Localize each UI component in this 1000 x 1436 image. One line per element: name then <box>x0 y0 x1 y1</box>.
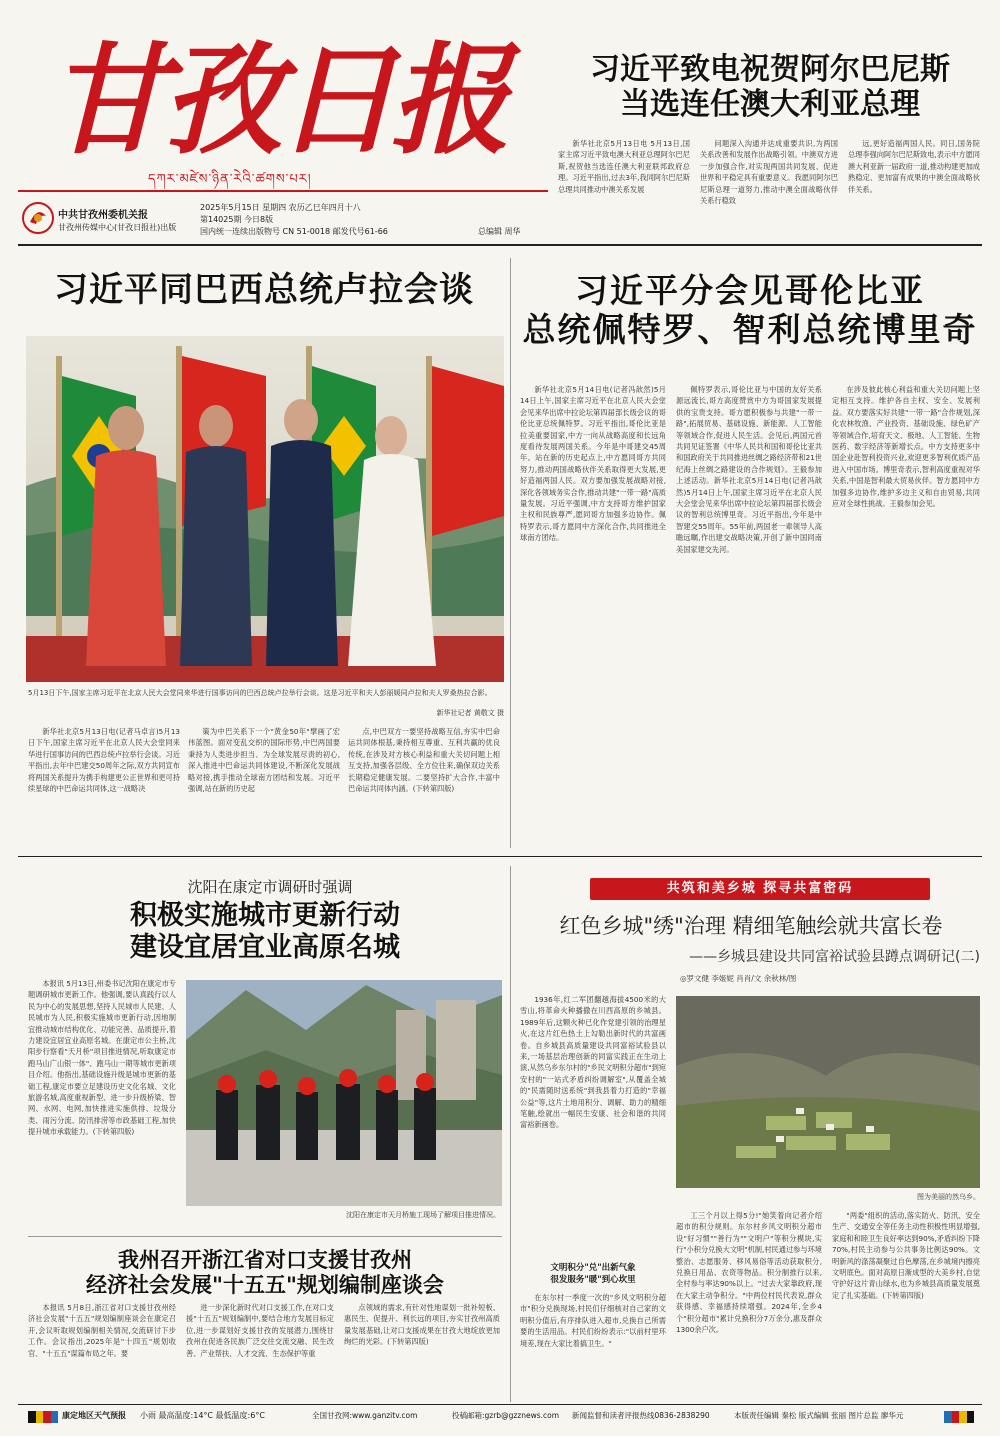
footer-rule <box>18 1404 982 1405</box>
brazil-col1: 新华社北京5月13日电(记者马卓言)5月13日下午,国家主席习近平在北京人民大会堂同来华进行国事访问的巴西总统卢拉举行会谈。习近平指出,去年中巴建交50周年之际,双方共同宣布将两国关系提升为携手构建更公正世界和更可持续星球的中巴命运共同体,这一战略决 <box>28 727 180 794</box>
colombia-headline <box>516 272 984 350</box>
kangding-divider <box>28 1236 502 1237</box>
xiangcheng-subhead2 <box>520 1262 666 1286</box>
kangding-col1: 本报讯 5月13日,州委书记沈阳在康定市专题调研城市更新工作。他强调,要认真践行以人民为中心的发展思想,坚持人民城市人民建、人民城市为人民,积极实施城市更新行动,因地制宜推动城市结构优化、功能完善、品质提升,着力建设宜居宜业高原名城。在康定市公主桥,沈阳步行察看"天月桥"项目推进情况,听取康定市跑马山广山银一体"、跑马山一期等城市更新项目介绍。他指出,基础设施升级是城市更新的基础工程,康定市要立足建设历史文化名城、文化旅游名城,高度重视新型、进一步升级桥梁、智网、水网、电网,加快推进实施供排、垃圾分类、雨污分流、防汛排涝等市政基础工程,加快提升城市承载能力。(下转第四版) <box>28 979 176 1137</box>
brazil-photo-caption: 5月13日下午,国家主席习近平在北京人民大会堂同来华进行国事访问的巴西总统卢拉举行会谈。这是习近平和夫人彭丽媛同卢拉和夫人罗桑热拉合影。 <box>28 689 492 697</box>
xiangcheng-col3: "两委"组织的活动,落实防火、防汛、安全生产、交通安全等任务主动性积极性明显增强,家庭和和睦卫生良好率达到90%,矛盾纠纷下降70%,村民主动参与公共事务比例达90%。文明新风的涤荡凝聚过自色摩荡,在乡城境内擦亮文明底色。面对高原日渐成型的大美乡村,自觉守护好这片青山绿水,也为乡城县高质量发展奠定了扎实基础。(下转第四版) <box>832 1211 980 1300</box>
footer-colorbar <box>28 1411 58 1423</box>
xiangcheng-banner-text: 共筑和美乡城 探寻共富密码 <box>666 881 854 896</box>
zhejiang-col3: 点领域的需求,有针对性地谋划一批补短板、惠民生、促提升、利长远的项目,夯实甘孜州高质量发展基础,让对口支援成果在甘孜大地绽放更加绚烂的光彩。(下转第四版) <box>344 1303 500 1347</box>
brazil-col3: 点,中巴双方一要坚持战略互信,夯实中巴命运共同体根基,秉持相互尊重、互利共赢的优良传统,在涉及对方核心利益和重大关切问题上相互支持,加强各层级、全方位往来,确保双边关系长期稳定健康发展。二要坚持扩大合作,丰富中巴命运共同体内涵。(下转第四版) <box>348 727 500 794</box>
kangding-photo-caption: 沈阳在康定市天月桥施工现场了解项目推进情况。 <box>346 1211 500 1219</box>
footer-hotline: 新闻监督和读者评报热线0836-2838290 <box>572 1411 710 1420</box>
issue-codes: 国内统一连续出版物号 CN 51-0018 邮发代号61-66 <box>200 227 388 236</box>
xiangcheng-byline: ◎罗文健 李姬妮 肖肖/文 余秋林/图 <box>680 974 797 983</box>
xiangcheng-col2: 工三个月以上得5分!"她笑着向记者介绍超市的积分规则。东尔村乡风文明积分超市设"好习惯""善行为""文明户"等积分模块,实行"小积分兑换大文明"机制,村民通过参与环境整治、志愿服务、移风易俗等活动获取积分,兑换日用品、农资等物品。积分制推行以来,全村参与率达90%以上。"过去大家靠政府,现在大家主动争积分。"中两位村民代表说,群众获得感、幸福感持续增强。2024年,全乡4个"积分超市"累计兑换积分7万余分,惠及群众1300余户次。 <box>676 1211 822 1335</box>
colombia-headline-line2: 总统佩特罗、智利总统博里奇 <box>522 309 978 349</box>
zhejiang-col2: 进一步深化新时代对口支援工作,在对口支援"十五五"规划编制中,要结合地方发展目标定位,进一步谋划好支援甘孜的发展潜力,围绕甘孜州在促进各民族广泛交往交流交融、民生改善、产业帮扶、人才交流、生态保护等重 <box>186 1303 334 1358</box>
masthead-tibetan: དཀར་མཛེས་ཉིན་རེའི་ཚགས་པར། <box>148 172 312 187</box>
center-divider <box>510 258 511 848</box>
colombia-col3: 在涉及彼此核心利益和重大关切问题上坚定相互支持。维护各自主权、安全、发展利益。双方要落实好共建"一带一路"合作规划,深化农林牧渔、产业投资、基础设施、绿色矿产等领域合作,培育天文、极地、人工智能、生物医药、数字经济等新增长点。中方支持更多中国企业赴智利投资兴业,欢迎更多智利优质产品进入中国市场。博里奇表示,智利高度重视对华关系,中国是智利最大贸易伙伴。智方愿同中方加强多边协作,维护多边主义和自由贸易,共同应对全球性挑战。王毅参加会见。 <box>832 385 980 509</box>
lead-top-col1: 新华社北京5月13日电 5月13日,国家主席习近平致电澳大利亚总理阿尔巴尼斯,祝贺他当选连任澳大利亚联邦政府总理。习近平指出,过去3年,我同阿尔巴尼斯总理共同推动中澳关系发展 <box>558 139 690 194</box>
kangding-headline-line1: 积极实施城市更新行动 <box>130 900 400 931</box>
colombia-col1: 新华社北京5月14日电(记者冯歆然)5月14日上午,国家主席习近平在北京人民大会堂会见来华出席中拉论坛第四届部长级会议的哥伦比亚总统佩特罗。习近平指出,哥伦比亚是拉美重要国家,中方一向从战略高度和长远角度看待发展两国关系。今年是中哥建交45周年。站在新的历史起点上,中方愿同哥方共同努力,推动两国战略伙伴关系取得更大发展,更好造福两国人民。双方要加强发展战略对接,深化各领域务实合作,推动共建"一带一路"高质量发展。习近平强调,中方支持哥方维护国家主权和民族尊严,愿同哥方加强多边协作。佩特罗表示,哥方愿同中方深化合作,共同推进全球南方团结。 <box>520 385 666 543</box>
kangding-headline-line2: 建设宜居宜业高原名城 <box>130 931 400 963</box>
brazil-photo <box>26 336 504 682</box>
top-divider <box>18 244 982 246</box>
zhejiang-headline <box>30 1248 500 1298</box>
colombia-headline-line1: 习近平分会见哥伦比亚 <box>575 271 925 310</box>
org-line2: 甘孜州传媒中心(甘孜日报社)出版 <box>58 223 177 232</box>
xiangcheng-col1b: 在东尔村一季度一次的"乡风文明积分超市"积分兑换现场,村民们仔细核对自己家的文明积分值后,有序排队进入超市,兑换自己所需要的生活用品。村民们纷纷表示:"以前村里环境差,现在大家比着搞卫生。" <box>520 1293 666 1348</box>
masthead-rule <box>18 190 548 192</box>
org-line1: 中共甘孜州委机关报 <box>58 210 148 221</box>
mid-divider <box>18 856 982 857</box>
xiangcheng-photo-caption: 图为美丽的然乌乡。 <box>917 1193 980 1201</box>
lower-center-divider <box>510 866 511 1402</box>
lead-top-col2: 问题深入沟通并达成重要共识,为两国关系改善和发展作出战略引领。中澳双方进一步加强合作,对实现两国共同发展、促进世界和平稳定具有重要意义。我愿同阿尔巴尼斯总理一道努力,推动中澳全面战略伙伴关系行稳致 <box>700 139 838 206</box>
footer-colorbar-right <box>944 1411 974 1423</box>
brazil-photo-credit: 新华社记者 黄敬文 摄 <box>436 709 504 717</box>
brazil-col2: 策为中巴关系下一个"黄金50年"擘画了宏伟蓝图。面对变乱交织的国际形势,中巴两国要秉持为人类进步担当、为全球发展尽责的初心,深入推进中巴命运共同体建设,不断深化发展战略对接,携手推动全球南方团结和发展。习近平强调,站在新的历史起 <box>188 727 340 794</box>
zhejiang-headline-line2: 经济社会发展"十五五"规划编制座谈会 <box>86 1272 444 1297</box>
issue-number: 第14025期 今日8版 <box>200 215 274 224</box>
xiangcheng-subhead2-line1: 文明积分"兑"出新气象 <box>550 1263 636 1273</box>
footer-staff: 本版责任编辑 秦松 版式编辑 张丽 图片总监 廖华元 <box>734 1411 904 1420</box>
zhejiang-col1: 本报讯 5月8日,浙江省对口支援甘孜州经济社会发展"十五五"规划编制座谈会在康定召开,会议听取规划编制相关情况,交流研讨下步工作。会议指出,2025年是"十四五"规划收官、"十五五"谋篇布局之年。要 <box>28 1303 176 1358</box>
issue-date: 2025年5月15日 星期四 农历乙巳年四月十八 <box>200 203 361 212</box>
kangding-photo <box>186 980 502 1206</box>
footer-weather-label: 康定地区天气预报 <box>62 1411 126 1420</box>
footer-website: 全国甘孜网:www.ganzitv.com <box>312 1411 418 1420</box>
footer-email: 投稿邮箱:gzrb@gzznews.com <box>452 1411 560 1420</box>
footer-weather-info: 小雨 最高温度:14°C 最低温度:6°C <box>140 1411 265 1420</box>
xiangcheng-photo <box>676 996 980 1188</box>
xiangcheng-subhead2-line2: 很发服务"暖"到心坎里 <box>550 1275 636 1285</box>
xiangcheng-col1: 1936年,红二军团翻越海拔4500米的大雪山,将革命火种播撒在川西高原的乡城县。1989年后,这颗火种已化作党建引领的治理星火,在这片红色热土上勾勒出新时代的共富画卷。自乡城县高质量建设共同富裕试验县以来,一场基层治理创新的同富实践正在生动上演,从然乌乡东尔村的"乡民文明积分超市"到宛安村的"一站式矛盾纠纷调解室",从覆盖全城的"民需随时送系统"到我县着力打造的"幸福公益"等,这片土地用积分、调解、助力的精细笔触,绘就出一幅民生安康、社会和谐的共同富裕新画卷。 <box>520 995 666 1130</box>
chief-editor: 总编辑 周华 <box>478 227 521 236</box>
xiangcheng-banner <box>590 878 930 900</box>
lead-top-headline-line2: 当选连任澳大利亚总理 <box>620 87 920 123</box>
colombia-col2: 佩特罗表示,哥伦比亚与中国的友好关系源远流长,哥方高度赞赏中方为哥国家发展提供的宝贵支持。哥方愿积极参与共建"一带一路",拓展贸易、基础设施、新能源、人工智能等领域合作,促进人民生活。会见后,两国元首共同见证签署《中华人民共和国和哥伦比亚共和国政府关于共同推进丝绸之路经济带和21世纪海上丝绸之路建设的合作规划》。王毅参加上述活动。新华社北京5月14日电(记者冯歆然)5月14日上午,国家主席习近平在北京人民大会堂会见来华出席中拉论坛第四届部长级会议的智利总统博里奇。习近平指出,今年是中智建交55周年。55年前,两国老一辈领导人高瞻远瞩,作出建交战略决策,开创了新中国同南美国家建交先河。 <box>676 385 822 554</box>
masthead-title: 甘孜日报 <box>48 30 504 171</box>
org-logo <box>22 202 54 234</box>
xiangcheng-subhead: ——乡城县建设共同富裕试验县蹲点调研记(二) <box>689 949 980 965</box>
lead-top-headline <box>555 52 985 123</box>
kangding-kicker: 沈阳在康定市调研时强调 <box>187 878 353 896</box>
lead-top-headline-line1: 习近平致电祝贺阿尔巴尼斯 <box>590 52 950 87</box>
brazil-headline: 习近平同巴西总统卢拉会谈 <box>54 270 474 310</box>
zhejiang-headline-line1: 我州召开浙江省对口支援甘孜州 <box>118 1248 412 1272</box>
lead-top-col3: 远,更好造福两国人民。同日,国务院总理李强向阿尔巴尼斯致电,表示中方愿同澳大利亚新一届政府一道,推动构建更加成熟稳定、更加富有成果的中澳全面战略伙伴关系。 <box>848 139 980 194</box>
kangding-headline <box>30 900 500 964</box>
xiangcheng-headline: 红色乡城"绣"治理 精细笔触绘就共富长卷 <box>559 914 943 938</box>
